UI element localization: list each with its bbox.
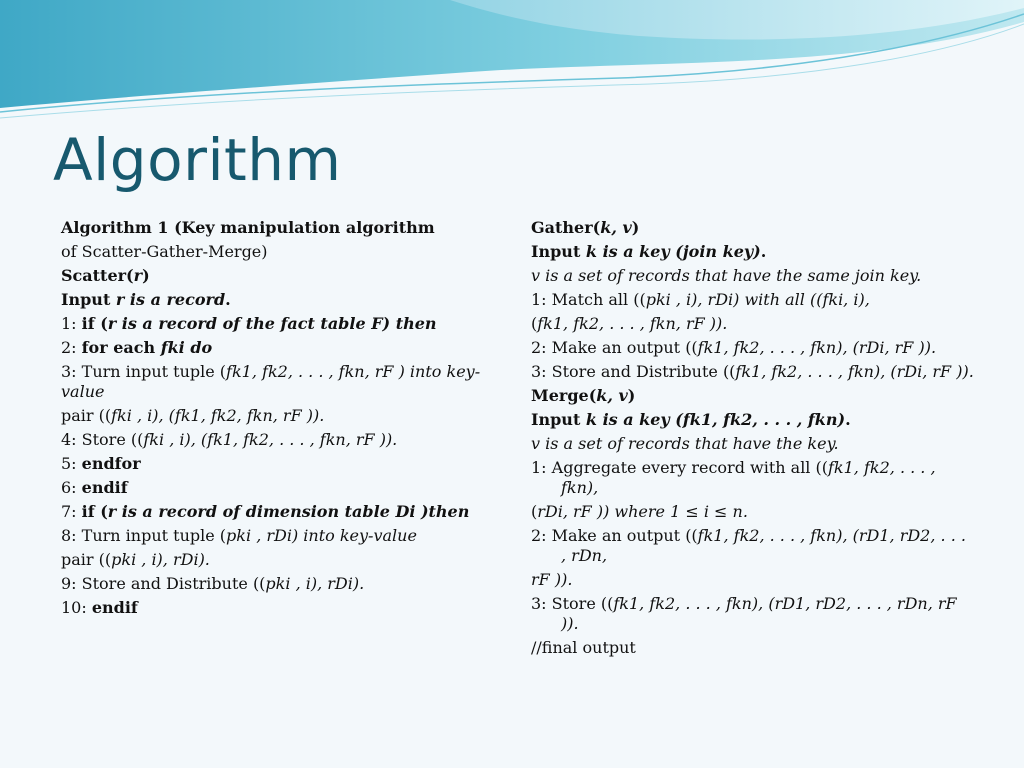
step-text: 1: Aggregate every record with all (( (531, 458, 828, 477)
gather-args: k, v (600, 218, 632, 237)
step-text: 3: Store (( (531, 594, 614, 613)
scatter-step-9 (61, 572, 501, 596)
scatter-close: ) (142, 266, 150, 285)
scatter-header (61, 264, 501, 288)
keyword: endif (91, 598, 138, 617)
step-expr: pki , i), rDi) with all ((fki, i), (645, 290, 870, 309)
step-text: ( (531, 314, 538, 333)
step-expr: fk1, fk2, . . . , fkn), (rDi, rF )). (697, 338, 937, 357)
scatter-step-7 (61, 500, 501, 524)
step-expr: fk1, fk2, . . . , fkn), (rD1, rD2, . . . , rDn, (561, 526, 966, 565)
step-text: 4: Store (( (61, 430, 144, 449)
scatter-step-3-cont (61, 404, 501, 428)
step-text: 2: Make an output (( (531, 338, 698, 357)
scatter-step-1 (61, 312, 501, 336)
final-output-comment (531, 636, 976, 660)
step-number: 6: (61, 478, 82, 497)
scatter-step-10 (61, 596, 501, 620)
step-number: 10: (61, 598, 92, 617)
scatter-step-8 (61, 524, 501, 548)
step-text: pair (( (61, 406, 112, 425)
merge-close: ) (627, 386, 636, 405)
scatter-step-4 (61, 428, 501, 452)
merge-desc-text: v is a set of records that have the key. (531, 434, 839, 453)
condition: fki do (160, 338, 213, 357)
step-number: 5: (61, 454, 82, 473)
step-text: 1: Match all (( (531, 290, 646, 309)
step-number: 2: (61, 338, 82, 357)
keyword: endfor (81, 454, 141, 473)
header-wave-decoration (0, 0, 1024, 130)
merge-args: k, v (596, 386, 628, 405)
scatter-step-6 (61, 476, 501, 500)
merge-input-label: Input (531, 410, 586, 429)
scatter-step-8-cont (61, 548, 501, 572)
gather-input-end: . (760, 242, 767, 261)
scatter-input-label: Input (61, 290, 116, 309)
scatter-step-5 (61, 452, 501, 476)
step-number: 1: (61, 314, 82, 333)
merge-step-1 (531, 456, 976, 500)
step-text: 2: Make an output (( (531, 526, 698, 545)
gather-step-2 (531, 336, 976, 360)
merge-step-3 (531, 592, 976, 636)
step-number: 7: (61, 502, 82, 521)
step-expr: fk1, fk2, . . . , fkn), (rD1, rD2, . . . , rDn, rF )). (561, 594, 957, 633)
step-expr: fk1, fk2, . . . , fkn), (561, 458, 936, 497)
algorithm-heading-text: Algorithm 1 (Key manipulation algorithm (61, 218, 435, 237)
step-text: 3: Turn input tuple ( (61, 362, 227, 381)
scatter-label: Scatter( (61, 266, 134, 285)
gather-desc-text: v is a set of records that have the same join key. (531, 266, 922, 285)
merge-step-2 (531, 524, 976, 568)
scatter-step-2 (61, 336, 501, 360)
gather-merge-column (531, 216, 976, 660)
gather-desc (531, 264, 976, 288)
gather-header (531, 216, 976, 240)
step-expr: pki , i), rDi). (265, 574, 365, 593)
step-expr: fki , i), (fk1, fk2, fkn, rF )). (111, 406, 325, 425)
merge-label: Merge( (531, 386, 597, 405)
merge-step-2-cont (531, 568, 976, 592)
gather-step-1 (531, 288, 976, 312)
gather-input-desc: k is a key (join key) (585, 242, 761, 261)
gather-close: ) (631, 218, 640, 237)
step-expr: fk1, fk2, . . . , fkn, rF ) into key-value (61, 362, 481, 401)
step-expr: pki , rDi) into key-value (226, 526, 417, 545)
gather-step-3 (531, 360, 976, 384)
step-text: 3: Store and Distribute (( (531, 362, 736, 381)
algorithm-heading (61, 216, 501, 240)
step-text: 9: Store and Distribute (( (61, 574, 266, 593)
merge-desc (531, 432, 976, 456)
merge-input-desc: k is a key (fk1, fk2, . . . , fkn) (585, 410, 846, 429)
merge-step-1-cont (531, 500, 976, 524)
scatter-algorithm-column (61, 216, 501, 620)
gather-step-1-cont (531, 312, 976, 336)
step-expr: fk1, fk2, . . . , fkn, rF )). (537, 314, 728, 333)
step-expr: fk1, fk2, . . . , fkn), (rDi, rF )). (735, 362, 974, 381)
scatter-input-end: . (225, 290, 231, 309)
keyword: endif (81, 478, 128, 497)
step-text: ( (531, 502, 538, 521)
algorithm-heading-cont (61, 240, 501, 264)
step-expr: fki , i), (fk1, fk2, . . . , fkn, rF )). (143, 430, 398, 449)
keyword: if ( (81, 502, 108, 521)
scatter-input (61, 288, 501, 312)
gather-label: Gather( (531, 218, 601, 237)
keyword: for each (81, 338, 161, 357)
condition: r is a record of dimension table Di )then (107, 502, 470, 521)
step-expr: pki , i), rDi). (111, 550, 210, 569)
step-expr: rF )). (531, 570, 573, 589)
scatter-step-3 (61, 360, 501, 404)
slide-title: Algorithm (53, 126, 342, 194)
algorithm-heading-cont-text: of Scatter-Gather-Merge) (61, 242, 268, 261)
step-text: pair (( (61, 550, 112, 569)
merge-input (531, 408, 976, 432)
step-expr: rDi, rF )) where 1 ≤ i ≤ n. (537, 502, 748, 521)
condition: r is a record of the fact table F) then (107, 314, 437, 333)
keyword: if ( (81, 314, 108, 333)
comment-text: //final output (531, 638, 636, 657)
merge-input-end: . (845, 410, 851, 429)
scatter-arg: r (133, 266, 143, 285)
merge-header (531, 384, 976, 408)
gather-input (531, 240, 976, 264)
step-text: 8: Turn input tuple ( (61, 526, 227, 545)
scatter-input-desc: r is a record (115, 290, 226, 309)
gather-input-label: Input (531, 242, 586, 261)
